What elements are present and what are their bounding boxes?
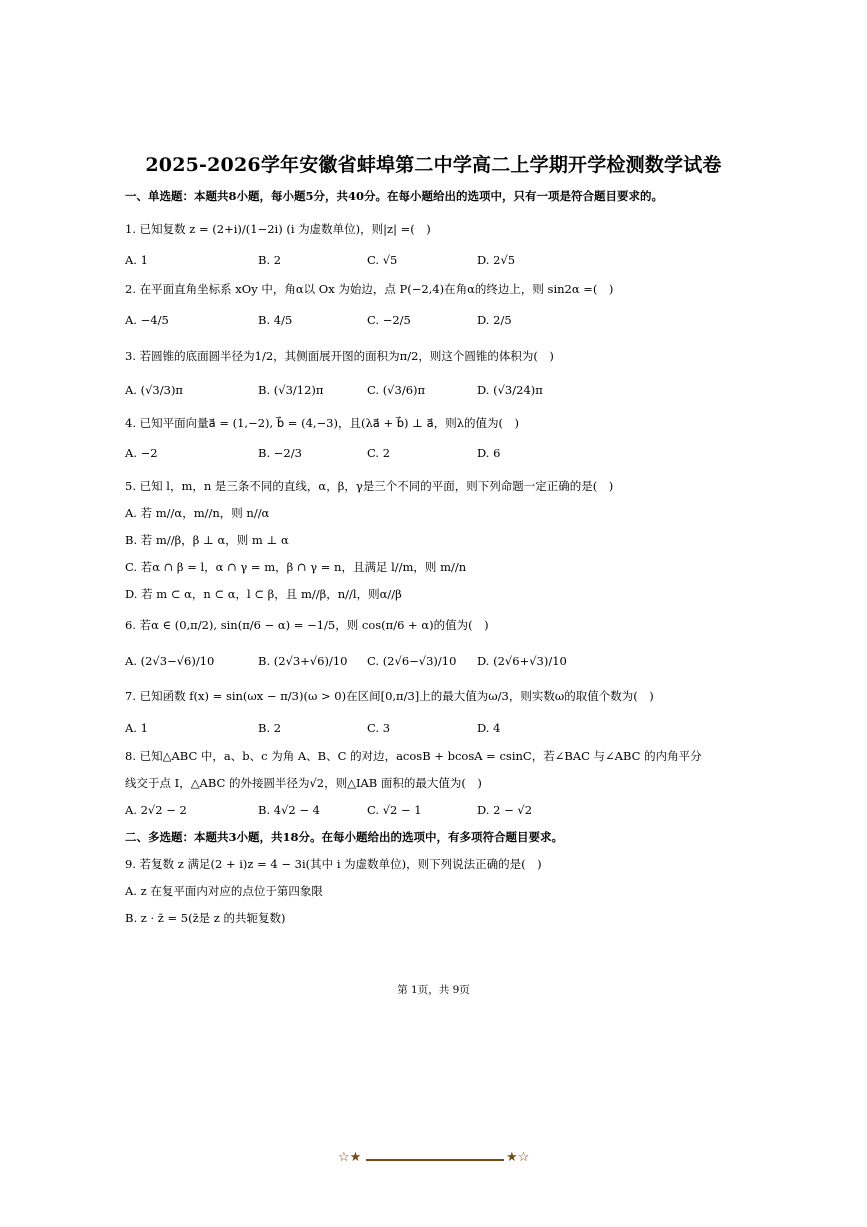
q7-option-a: A. 1 xyxy=(125,721,148,735)
q8-option-c: C. √2 − 1 xyxy=(367,803,422,817)
q6-option-d: D. (2√6+√3)/10 xyxy=(477,654,567,668)
question-6: 6. 若α ∈ (0,π/2), sin(π/6 − α) = −1/5，则 cos(π/6 + α)的值为( ) xyxy=(125,618,489,632)
q6-option-b: B. (2√3+√6)/10 xyxy=(258,654,348,668)
question-8-line-1: 8. 已知△ABC 中，a、b、c 为角 A、B、C 的对边，acosB + bcosA = csinC，若∠BAC 与∠ABC 的内角平分 xyxy=(125,749,702,763)
q7-option-c: C. 3 xyxy=(367,721,391,735)
q9-option-b: B. z · z̄ = 5(z̄是 z 的共轭复数) xyxy=(125,911,286,925)
q6-option-a: A. (2√3−√6)/10 xyxy=(125,654,215,668)
question-8-line-2: 线交于点 I，△ABC 的外接圆半径为√2，则△IAB 面积的最大值为( ) xyxy=(125,776,482,790)
star-icon-right: ★☆ xyxy=(506,1150,530,1165)
q5-option-c: C. 若α ∩ β = l，α ∩ γ = m，β ∩ γ = n，且满足 l//m，则 m//n xyxy=(125,560,467,574)
q7-option-b: B. 2 xyxy=(258,721,282,735)
exam-title: 2025-2026学年安徽省蚌埠第二中学高二上学期开学检测数学试卷 xyxy=(145,154,722,176)
question-9: 9. 若复数 z 满足(2 + i)z = 4 − 3i(其中 i 为虚数单位)，则下列说法正确的是( ) xyxy=(125,857,542,871)
q2-option-b: B. 4/5 xyxy=(258,313,293,327)
q5-option-b: B. 若 m//β，β ⊥ α，则 m ⊥ α xyxy=(125,533,289,547)
q4-option-a: A. −2 xyxy=(125,446,158,460)
q2-option-a: A. −4/5 xyxy=(125,313,169,327)
q1-option-b: B. 2 xyxy=(258,253,282,267)
question-3: 3. 若圆锥的底面圆半径为1/2，其侧面展开图的面积为π/2，则这个圆锥的体积为( ) xyxy=(125,349,554,363)
question-5: 5. 已知 l，m，n 是三条不同的直线，α，β，γ是三个不同的平面，则下列命题一定正确的是( ) xyxy=(125,479,614,493)
q8-option-d: D. 2 − √2 xyxy=(477,803,533,817)
q2-option-c: C. −2/5 xyxy=(367,313,411,327)
q7-option-d: D. 4 xyxy=(477,721,501,735)
question-1: 1. 已知复数 z = (2+i)/(1−2i) (i 为虚数单位)，则|z| =( ) xyxy=(125,222,431,236)
q4-option-d: D. 6 xyxy=(477,446,501,460)
page-footer: 第 1页，共 9页 xyxy=(397,984,470,996)
q4-option-b: B. −2/3 xyxy=(258,446,302,460)
q8-option-b: B. 4√2 − 4 xyxy=(258,803,320,817)
star-icon-left: ☆★ xyxy=(338,1150,362,1165)
question-2: 2. 在平面直角坐标系 xOy 中，角α以 Ox 为始边，点 P(−2,4)在角α的终边上，则 sin2α =( ) xyxy=(125,282,614,296)
q3-option-b: B. (√3/12)π xyxy=(258,383,324,397)
q4-option-c: C. 2 xyxy=(367,446,391,460)
q8-option-a: A. 2√2 − 2 xyxy=(125,803,187,817)
q9-option-a: A. z 在复平面内对应的点位于第四象限 xyxy=(125,884,323,898)
q6-option-c: C. (2√6−√3)/10 xyxy=(367,654,457,668)
question-7: 7. 已知函数 f(x) = sin(ωx − π/3)(ω > 0)在区间[0,π/3]上的最大值为ω/3，则实数ω的取值个数为( ) xyxy=(125,689,654,703)
decorative-divider xyxy=(338,1152,533,1168)
q3-option-a: A. (√3/3)π xyxy=(125,383,183,397)
q3-option-c: C. (√3/6)π xyxy=(367,383,426,397)
divider-line xyxy=(366,1159,504,1161)
q5-option-d: D. 若 m ⊂ α，n ⊂ α，l ⊂ β，且 m//β，n//l，则α//β xyxy=(125,587,402,601)
section-single-choice: 一、单选题：本题共8小题，每小题5分，共40分。在每小题给出的选项中，只有一项是符合题目要求的。 xyxy=(125,189,664,203)
q1-option-c: C. √5 xyxy=(367,253,398,267)
q2-option-d: D. 2/5 xyxy=(477,313,512,327)
q3-option-d: D. (√3/24)π xyxy=(477,383,543,397)
q1-option-a: A. 1 xyxy=(125,253,148,267)
section-multiple-choice: 二、多选题：本题共3小题，共18分。在每小题给出的选项中，有多项符合题目要求。 xyxy=(125,830,564,844)
q5-option-a: A. 若 m//α，m//n，则 n//α xyxy=(125,506,270,520)
q1-option-d: D. 2√5 xyxy=(477,253,516,267)
question-4: 4. 已知平面向量a⃗ = (1,−2), b⃗ = (4,−3)，且(λa⃗ + b⃗) ⊥ a⃗，则λ的值为( ) xyxy=(125,416,519,430)
